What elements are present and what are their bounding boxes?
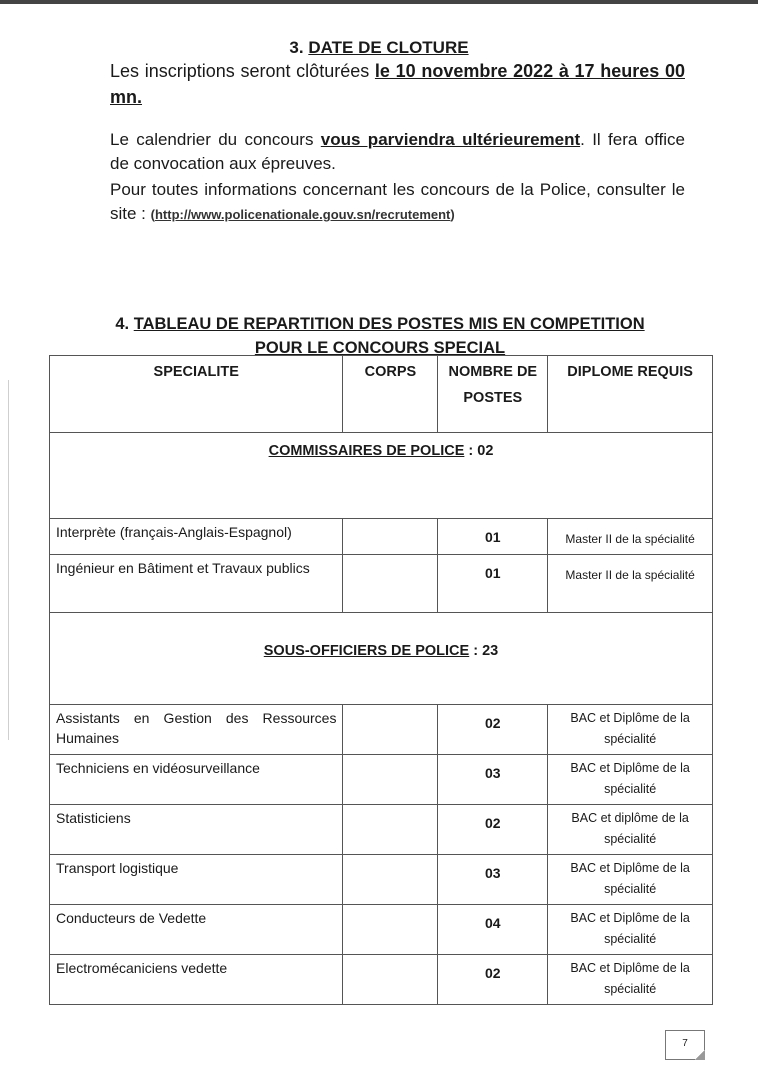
section4-title-line1: TABLEAU DE REPARTITION DES POSTES MIS EN COMPETITION xyxy=(133,315,645,333)
row-nombre: 02 xyxy=(438,705,548,755)
group-commissaires-cell xyxy=(50,433,713,519)
scan-left-edge xyxy=(8,380,9,740)
row-nombre: 02 xyxy=(438,955,548,1005)
calendar-text-start: Le calendrier du concours xyxy=(110,130,321,149)
header-specialite: SPECIALITE xyxy=(50,356,343,433)
recruitment-link[interactable]: http://www.policenationale.gouv.sn/recrutement xyxy=(154,207,451,222)
section3-heading xyxy=(0,38,758,58)
header-nombre: NOMBRE DE POSTES xyxy=(438,356,548,433)
table-row xyxy=(50,519,713,555)
row-specialite: Statisticiens xyxy=(50,805,343,855)
group-row-sous-officiers xyxy=(50,613,713,705)
table-row xyxy=(50,555,713,613)
row-corps xyxy=(343,905,438,955)
section4-number: 4. xyxy=(115,315,130,333)
group-sous-officiers-name: SOUS-OFFICIERS DE POLICE xyxy=(263,643,470,659)
row-corps xyxy=(343,955,438,1005)
group-commissaires-count: : 02 xyxy=(464,443,494,459)
section4-heading xyxy=(40,312,720,360)
row-diplome: BAC et Diplôme de la spécialité xyxy=(548,905,713,955)
row-diplome: BAC et diplôme de la spécialité xyxy=(548,805,713,855)
row-diplome: Master II de la spécialité xyxy=(548,519,713,555)
row-corps xyxy=(343,555,438,613)
group-sous-officiers-count: : 23 xyxy=(469,643,499,659)
url-open-paren: ( xyxy=(150,207,155,222)
table-row xyxy=(50,805,713,855)
calendar-emphasis: vous parviendra ultérieurement xyxy=(320,130,581,149)
row-corps xyxy=(343,519,438,555)
posts-table xyxy=(49,355,713,1005)
row-diplome: BAC et Diplôme de la spécialité xyxy=(548,755,713,805)
row-corps xyxy=(343,855,438,905)
table-row xyxy=(50,755,713,805)
row-diplome: BAC et Diplôme de la spécialité xyxy=(548,705,713,755)
header-corps: CORPS xyxy=(343,356,438,433)
row-specialite: Electromécaniciens vedette xyxy=(50,955,343,1005)
row-diplome: Master II de la spécialité xyxy=(548,555,713,613)
row-nombre: 03 xyxy=(438,755,548,805)
row-specialite: Interprète (français-Anglais-Espagnol) xyxy=(50,519,343,555)
row-diplome: BAC et Diplôme de la spécialité xyxy=(548,855,713,905)
table-row xyxy=(50,705,713,755)
row-specialite: Conducteurs de Vedette xyxy=(50,905,343,955)
table-row xyxy=(50,905,713,955)
calendar-paragraph xyxy=(110,128,685,176)
table-header-row xyxy=(50,356,713,433)
row-nombre: 02 xyxy=(438,805,548,855)
group-row-commissaires xyxy=(50,433,713,519)
closing-date-value: le 10 novembre 2022 à 17 heures 00 mn. xyxy=(110,61,685,107)
group-sous-officiers-cell xyxy=(50,613,713,705)
url-close-paren: ) xyxy=(450,207,455,222)
row-specialite: Assistants en Gestion des Ressources Humaines xyxy=(50,705,343,755)
calendar-text-end: . Il fera office de convocation aux épreuves. xyxy=(110,130,686,173)
group-commissaires-name: COMMISSAIRES DE POLICE xyxy=(268,443,465,459)
row-corps xyxy=(343,755,438,805)
row-nombre: 01 xyxy=(438,555,548,613)
row-nombre: 04 xyxy=(438,905,548,955)
row-corps xyxy=(343,805,438,855)
row-nombre: 03 xyxy=(438,855,548,905)
row-specialite: Transport logistique xyxy=(50,855,343,905)
section4-title-line2: POUR LE CONCOURS SPECIAL xyxy=(254,339,506,357)
closing-date-paragraph xyxy=(110,58,685,110)
header-diplome: DIPLOME REQUIS xyxy=(548,356,713,433)
info-text: Pour toutes informations concernant les concours de la Police, consulter le site : xyxy=(110,180,685,223)
url-wrapper xyxy=(151,207,455,222)
row-nombre: 01 xyxy=(438,519,548,555)
info-paragraph xyxy=(110,178,685,227)
page-number: 7 xyxy=(665,1030,705,1060)
row-specialite: Techniciens en vidéosurveillance xyxy=(50,755,343,805)
closing-date-text: Les inscriptions seront clôturées xyxy=(110,61,375,81)
table-row xyxy=(50,955,713,1005)
table-row xyxy=(50,855,713,905)
section3-title: DATE DE CLOTURE xyxy=(308,38,469,57)
scan-top-border xyxy=(0,0,758,4)
row-diplome: BAC et Diplôme de la spécialité xyxy=(548,955,713,1005)
row-specialite: Ingénieur en Bâtiment et Travaux publics xyxy=(50,555,343,613)
section3-number: 3. xyxy=(289,38,304,57)
row-corps xyxy=(343,705,438,755)
